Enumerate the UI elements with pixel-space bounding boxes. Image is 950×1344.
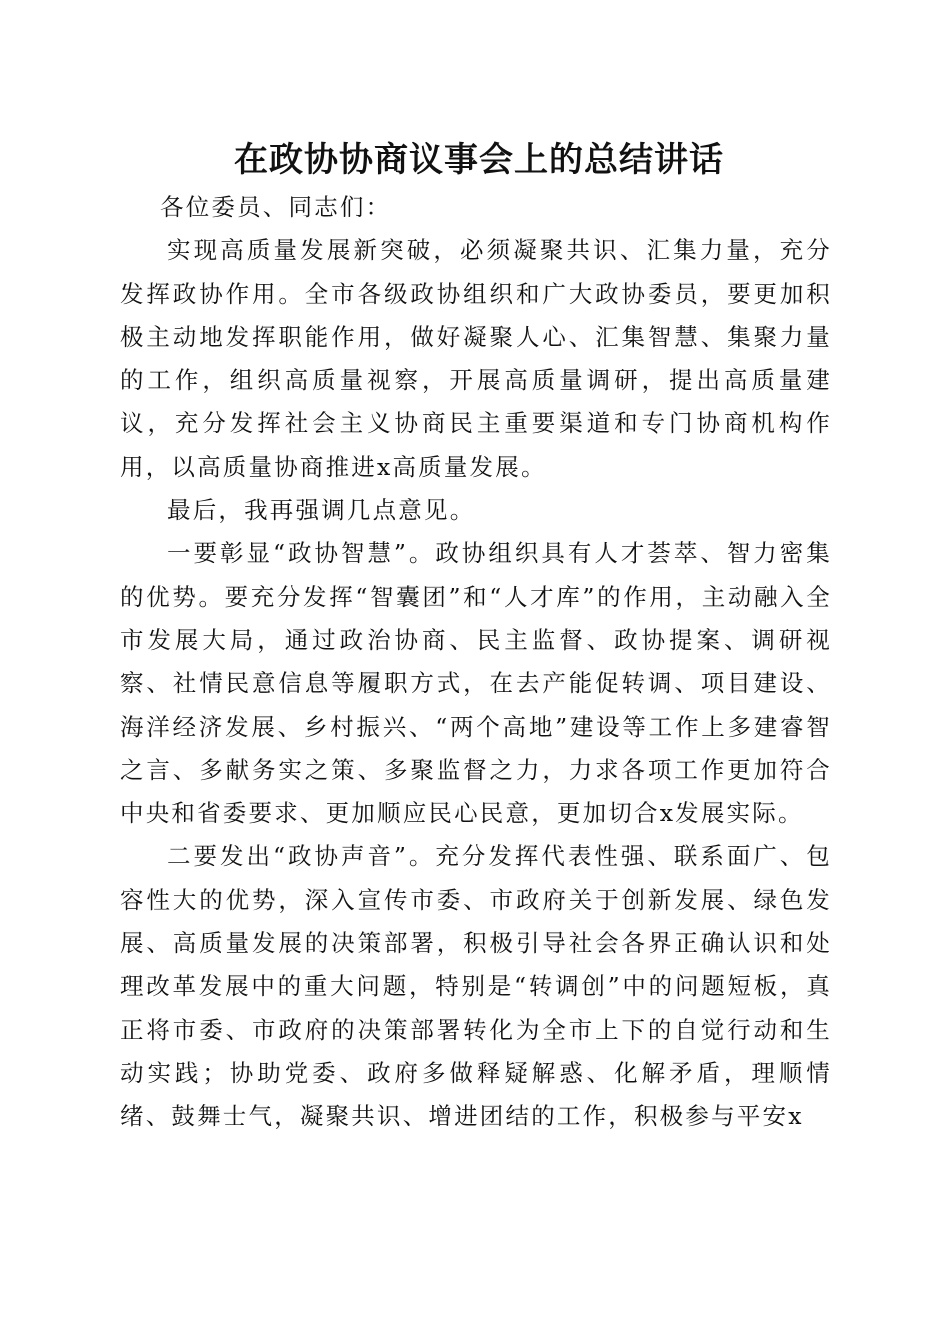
paragraph-1: 实现高质量发展新突破，必须凝聚共识、汇集力量，充分发挥政协作用。全市各级政协组织和广大政协委员，要更加积极主动地发挥职能作用，做好凝聚人心、汇集智慧、集聚力量的工作，组织高质量视察，开展高质量调研，提出高质量建议，充分发挥社会主义协商民主重要渠道和专门协商机构作用，以高质量协商推进x高质量发展。 <box>120 236 832 481</box>
document-title: 在政协协商议事会上的总结讲话 <box>234 140 724 180</box>
salutation: 各位委员、同志们： <box>160 193 392 221</box>
paragraph-4: 二要发出“政协声音”。充分发挥代表性强、联系面广、包容性大的优势，深入宣传市委、市政府关于创新发展、绿色发展、高质量发展的决策部署，积极引导社会各界正确认识和处理改革发展中的重大问题，特别是“转调创”中的问题短板，真正将市委、市政府的决策部署转化为全市上下的自觉行动和生动实践；协助党委、政府多做释疑解惑、化解矛盾，理顺情绪、鼓舞士气，凝聚共识、增进团结的工作，积极参与平安x <box>120 842 832 1131</box>
paragraph-2: 最后，我再强调几点意见。 <box>167 496 476 525</box>
paragraph-3: 一要彰显“政协智慧”。政协组织具有人才荟萃、智力密集的优势。要充分发挥“智囊团”和“人才库”的作用，主动融入全市发展大局，通过政治协商、民主监督、政协提案、调研视察、社情民意信息等履职方式，在去产能促转调、项目建设、海洋经济发展、乡村振兴、“两个高地”建设等工作上多建睿智之言、多献务实之策、多聚监督之力，力求各项工作更加符合中央和省委要求、更加顺应民心民意，更加切合x发展实际。 <box>120 539 832 828</box>
document-body <box>120 186 832 1139</box>
